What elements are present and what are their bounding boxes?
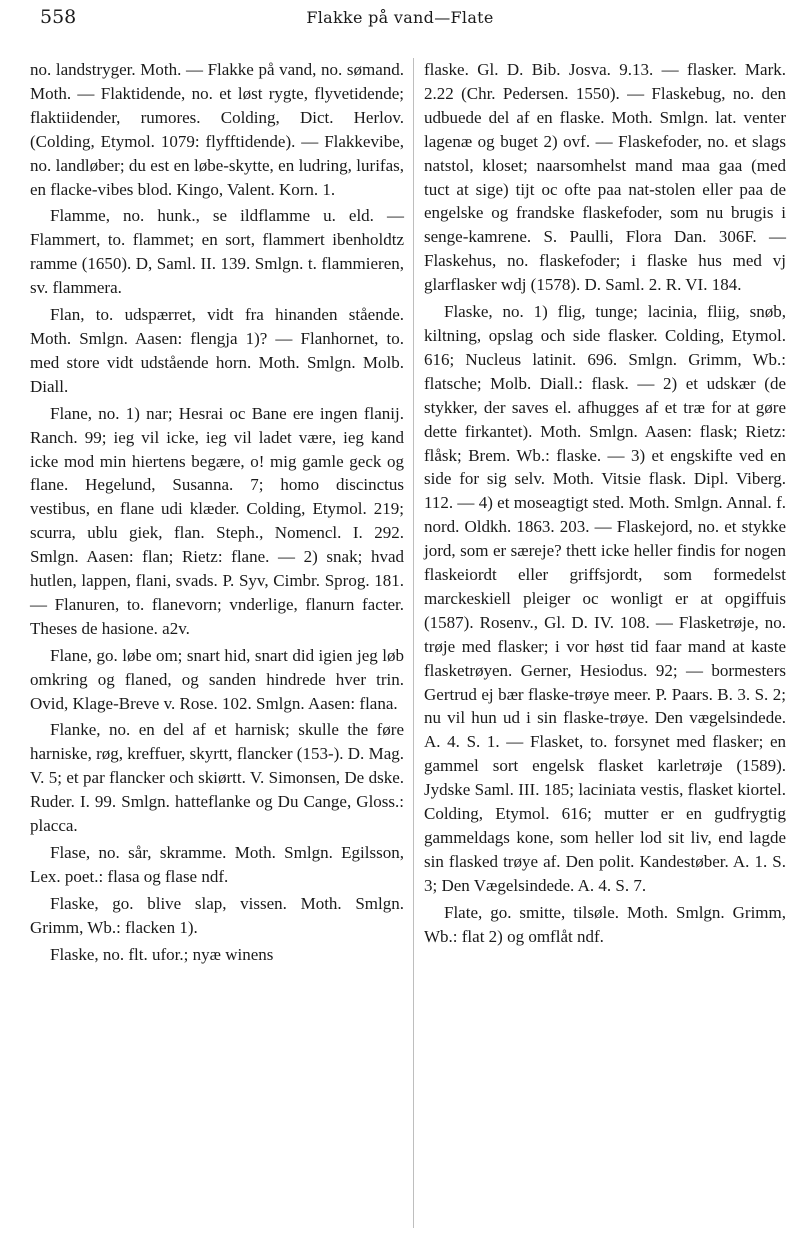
- dictionary-entry: Flase, no. sår, skramme. Moth. Smlgn. Egilsson, Lex. poet.: flasa og flase ndf.: [30, 843, 404, 886]
- column-rule: [413, 58, 414, 1228]
- dictionary-entry: Flaske, no. flt. ufor.; nyæ winens: [50, 944, 274, 964]
- dictionary-entry: Flamme, no. hunk., se ildflamme u. eld. — Flammert, to. flammet; en sort, flammert ibenholdtz ramme (1650). D, Saml. II. 139. Smlgn. t. flammieren, sv. flammera.: [30, 206, 404, 298]
- dictionary-entry: Flate, go. smitte, tilsøle. Moth. Smlgn. Grimm, Wb.: flat 2) og omflåt ndf.: [424, 902, 786, 946]
- page-number: 558: [40, 6, 77, 28]
- dictionary-entry: flaske. Gl. D. Bib. Josva. 9.13. — flasker. Mark. 2.22 (Chr. Pedersen. 1550). — Flaskebug, no. den udbuede del af en flaske. Moth. Smlgn. lat. venter lagenæ og buget 2) ovf. — Flaskefoder, no. et slags natstol, kloset; naarsomhelst mand maa gaa (med tuct at sige) tijt oc ofte paa nat-stolen eller paa de engelske og frandske flaskefoder, som nu brugis i senge-kamrene. S. Paulli, Flora Dan. 306F. — Flaskehus, no. flaskefoder; i flaske hus med vj glarflasker wdj (1578). D. Saml. 2. R. VI. 184.: [424, 60, 786, 295]
- dictionary-entry: Flane, go. løbe om; snart hid, snart did igien jeg løb omkring og flaned, og sanden hindrede hver trin. Ovid, Klage-Breve v. Rose. 102. Smlgn. Aasen: flana.: [30, 645, 404, 713]
- column-right: [424, 58, 786, 952]
- dictionary-entry: Flanke, no. en del af et harnisk; skulle the føre harniske, røg, kreffuer, skyrtt, flancker (153-). D. Mag. V. 5; et par flancker och skiørtt. V. Simonsen, De dske. Ruder. I. 99. Smlgn. hatteflanke og Du Cange, Gloss.: placca.: [30, 720, 404, 836]
- dictionary-entry: Flaske, go. blive slap, vissen. Moth. Smlgn. Grimm, Wb.: flacken 1).: [30, 893, 404, 937]
- dictionary-entry: Flane, no. 1) nar; Hesrai oc Bane ere ingen flanij. Ranch. 99; ieg vil icke, ieg vil ladet være, ieg kand icke mod min hiertens begære, o! mig gamle geck og flane. Hegelund, Susanna. 7; homo discinctus vestibus, en flane udi klæder. Colding, Etymol. 219; scurra, ublu giek, flan. Steph., Nomencl. I. 292. Smlgn. Aasen: flan; Rietz: flane. — 2) snak; hvad hutlen, lappen, flani, svads. P. Syv, Cimbr. Sprog. 181. — Flanuren, to. flanevorn; vnderlige, flanurn facter. Theses de hasione. a2v.: [30, 403, 404, 638]
- dictionary-entry: Flaske, no. 1) flig, tunge; lacinia, fliig, snøb, kiltning, opslag och side flasker. Colding, Etymol. 616; Nucleus latinit. 696. Smlgn. Grimm, Wb.: flatsche; Molb. Diall.: flask. — 2) et udskær (de stykker, der saves el. afhugges af et træ for at gøre dette firkantet). Moth. Smlgn. Aasen: flask; Rietz: flåsk; Brem. Wb.: flaske. — 3) et engskifte ved en side for sig selv. Moth. Vitsie flask. Dipl. Viberg. 112. — 4) et moseagtigt sted. Moth. Smlgn. Annal. f. nord. Oldkh. 1863. 203. — Flaskejord, no. et stykke jord, som er særeje? thett icke heller findis for nogen flaskeiordt eller griffsjordt, som formedelst marckeskiell pleiger oc wonligt er at opgiffuis (1587). Rosenv., Gl. D. IV. 108. — Flasketrøje, no. trøje med flasker; i vor høst tid faar mand at kaste flasketrøyen. Gerner, Hesiodus. 92; — bormesters Gertrud ej bær flaske-trøye meer. P. Paars. B. 3. S. 2; nu vil hun ud i sin flaske-trøye. Den vægelsindede. A. 4. S. 1. — Flasket, to. forsynet med flasker; en gammel sort engelsk flasket karletrøje (1589). Jydske Saml. III. 185; laciniata vestis, flasket kiortel. Colding, Etymol. 616; mutter er en gudfrygtig gammeldags kone, som heller lod sit liv, end lagde sin flasked trøye af. Den polit. Kandestøber. A. 1. S. 3; Den Vægelsindede. A. 4. S. 7.: [424, 302, 786, 895]
- dictionary-entry: Flan, to. udspærret, vidt fra hinanden stående. Moth. Smlgn. Aasen: flengja 1)? — Flanhornet, to. med store vidt udstående horn. Moth. Smlgn. Molb. Diall.: [30, 305, 404, 396]
- column-left: [30, 58, 404, 970]
- dictionary-entry: no. landstryger. Moth. — Flakke på vand, no. sømand. Moth. — Flaktidende, no. et løst rygte, flyvetidende; flaktiidender, rumores. Colding, Dict. Herlov. (Colding, Etymol. 1079: flyfftidende). — Flakkevibe, no. landløber; du est en løbe-skytte, en ludring, lurifas, en flacke-vibes blod. Kingo, Valent. Korn. 1.: [30, 60, 404, 199]
- running-head: Flakke på vand—Flate: [306, 8, 494, 27]
